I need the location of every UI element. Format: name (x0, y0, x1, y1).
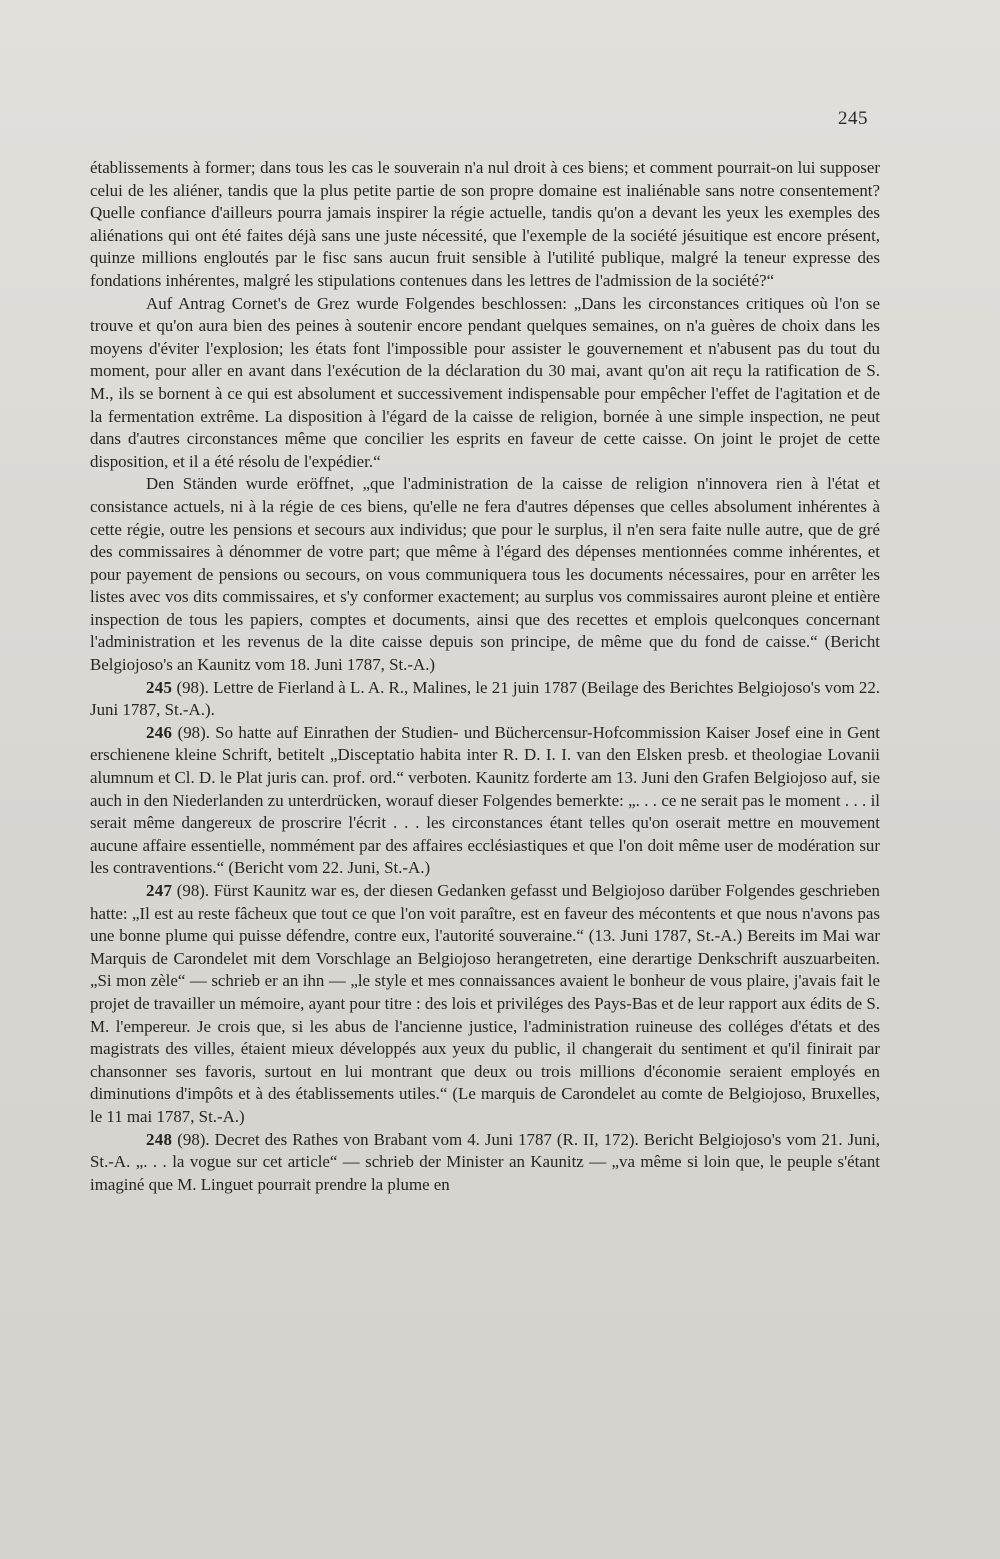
note-245 (90, 677, 880, 722)
paragraph-continuation: établissements à former; dans tous les cas le souverain n'a nul droit à ces biens; et comment pourrait-on lui supposer celui de les aliéner, tandis que la plus petite partie de son propre domaine est inaliénable sans notre consentement? Quelle confiance d'ailleurs pourra jamais inspirer la régie actuelle, tandis qu'on a devant les yeux les exemples des aliénations qui ont été faites déjà sans une juste nécessité, que l'exemple de la société jésuitique est encore présent, quinze millions engloutés par le fisc sans aucun fruit sensible à l'utilité publique, malgré la teneur expresse des fondations inhérentes, malgré les stipulations contenues dans les lettres de l'admission de la société?“ (90, 158, 880, 290)
page-number: 245 (838, 108, 868, 129)
note-number: 246 (146, 722, 173, 742)
note-number: 245 (146, 677, 173, 697)
page-body (90, 157, 880, 1196)
paragraph-resolution: Auf Antrag Cornet's de Grez wurde Folgendes beschlossen: „Dans les circonstances critiques où l'on se trouve et qu'on aura bien des peines à soutenir encore pendant quelques semaines, on n'a guères de choix dans les moyens d'éviter l'explosion; les états font l'impossible pour assister le gouvernement et n'abusent pas du tout du moment, pour aller en avant dans l'exécution de la déclaration du 30 mai, avant qu'on ait reçu la ratification de S. M., ils se bornent à ce qui est absolument et successivement indispensable pour empêcher l'effet de l'agitation et de la fermentation extrême. La disposition à l'égard de la caisse de religion, bornée à une simple inspection, ne peut dans d'autres circonstances même que concilier les esprits en faveur de cette caisse. On joint le projet de cette disposition, et il a été résolu de l'expédier.“ (90, 293, 880, 471)
note-number: 247 (146, 881, 173, 900)
note-text: (98). So hatte auf Einrathen der Studien- und Büchercensur-Hofcommission Kaiser Josef eine in Gent erschienene kleine Schrift, betitelt „Disceptatio habita inter R. D. I. I. van den Elsken presb. et theologiae Lovanii alumnum et Cl. D. le Plat juris can. prof. ord.“ verboten. Kaunitz forderte am 13. Juni den Grafen Belgiojoso auf, sie auch in den Niederlanden zu unterdrücken, worauf dieser Folgendes bemerkte: „. . . ce ne serait pas le moment . . . il serait même dangereux de proscrire l'écrit . . . les circonstances étant telles qu'on oserait mettre en mouvement aucune affaire essentielle, nommément par des affaires ecclésiastiques et que l'on doit même user de modération sur les contraventions.“ (Bericht vom 22. Juni, St.-A.) (90, 722, 880, 878)
note-246 (90, 722, 880, 880)
note-248 (90, 1129, 880, 1197)
note-text: (98). Decret des Rathes von Brabant vom 4. Juni 1787 (R. II, 172). Bericht Belgiojoso's vom 21. Juni, St.-A. „. . . la vogue sur cet article“ — schrieb der Minister an Kaunitz — „va même si loin que, le peuple s'étant imaginé que M. Linguet pourrait prendre la plume en (90, 1129, 880, 1194)
paragraph-announcement: Den Ständen wurde eröffnet, „que l'administration de la caisse de religion n'innovera rien à l'état et consistance actuels, ni à la régie de ces biens, qu'elle ne fera d'autres dépenses que celles absolument inhérentes à cette régie, outre les pensions et secours aux individus; que pour le surplus, il n'en sera faite nulle autre, que de gré des commissaires à dénommer de votre part; que même à l'égard des dépenses mentionnées comme inhérentes, et pour payement de pensions ou secours, on vous communiquera tous les documents nécessaires, pour en arrêter les listes avec vos dits commissaires, et s'y conformer exactement; au surplus vos commissaires auront pleine et entière inspection de tous les papiers, comptes et documents, ainsi que des recettes et emplois quelconques concernant l'administration et les revenus de la dite caisse depuis son principe, de même que du fond de caisse.“ (Bericht Belgiojoso's an Kaunitz vom 18. Juni 1787, St.-A.) (90, 474, 880, 675)
note-text: (98). Fürst Kaunitz war es, der diesen Gedanken gefasst und Belgiojoso darüber Folgendes geschrieben hatte: „Il est au reste fâcheux que tout ce que l'on voit paraître, est en faveur des mécontents et que nous n'avons pas une bonne plume qui puisse défendre, contre eux, l'autorité souveraine.“ (13. Juni 1787, St.-A.) Bereits im Mai war Marquis de Carondelet mit dem Vorschlage an Belgiojoso herangetreten, eine derartige Denkschrift auszuarbeiten. „Si mon zèle“ — schrieb er an ihn — „le style et mes connaissances avaient le bonheur de vous plaire, j'avais fait le projet de travailler un mémoire, ayant pour titre : des lois et priviléges des Pays-Bas et de leur rapport aux édits de S. M. l'empereur. Je crois que, si les abus de l'ancienne justice, l'administration ruineuse des colléges d'états et des magistrats des villes, étaient mieux développés aux yeux du public, il changerait du sentiment et qu'il finirait par chansonner ses favoris, surtout en lui montrant que deux ou trois millions d'économie seraient employés en diminutions d'impôts et à des établissements utiles.“ (Le marquis de Carondelet au comte de Belgiojoso, Bruxelles, le 11 mai 1787, St.-A.) (90, 881, 880, 1126)
note-247 (90, 880, 880, 1129)
note-text: (98). Lettre de Fierland à L. A. R., Malines, le 21 juin 1787 (Beilage des Berichtes Belgiojoso's vom 22. Juni 1787, St.-A.). (90, 677, 880, 720)
note-number: 248 (146, 1129, 173, 1149)
